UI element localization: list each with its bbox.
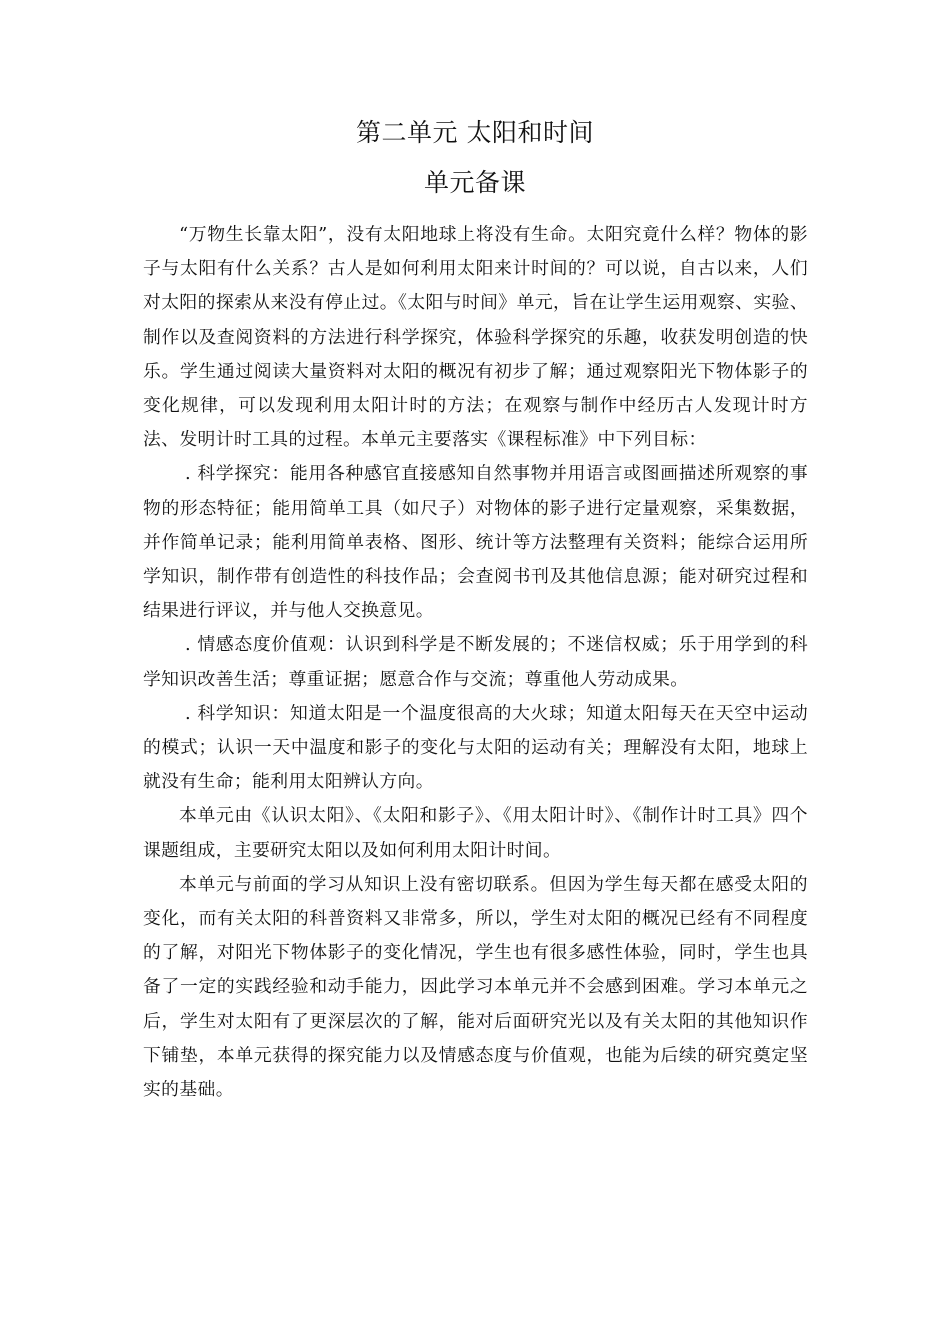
intro-paragraph: “万物生长靠太阳”，没有太阳地球上将没有生命。太阳究竟什么样？物体的影子与太阳有什么关系？古人是如何利用太阳来计时间的？可以说，自古以来，人们对太阳的探索从来没有停止过。《太阳与时间》单元，旨在让学生运用观察、实验、制作以及查阅资料的方法进行科学探究，体验科学探究的乐趣，收获发明创造的快乐。学生通过阅读大量资料对太阳的概况有初步了解；通过观察阳光下物体影子的变化规律，可以发现利用太阳计时的方法；在观察与制作中经历古人发现计时方法、发明计时工具的过程。本单元主要落实《课程标准》中下列目标： <box>143 224 808 451</box>
goal-bullet: . <box>185 634 192 656</box>
unit-title: 第二单元 太阳和时间 <box>356 118 594 147</box>
goal-item-attitude-values <box>143 628 808 696</box>
goal-item-science-knowledge <box>143 697 808 800</box>
unit-subtitle: 单元备课 <box>423 168 526 197</box>
goal-item-science-inquiry <box>143 457 808 628</box>
document-body <box>143 218 808 1107</box>
analysis-paragraph: 本单元与前面的学习从知识上没有密切联系。但因为学生每天都在感受太阳的变化，而有关太阳的科普资料又非常多，所以，学生对太阳的概况已经有不同程度的了解，对阳光下物体影子的变化情况，学生也有很多感性体验，同时，学生也具备了一定的实践经验和动手能力，因此学习本单元并不会感到困难。学习本单元之后，学生对太阳有了更深层次的了解，能对后面研究光以及有关太阳的其他知识作下铺垫，本单元获得的探究能力以及情感态度与价值观，也能为后续的研究奠定坚实的基础。 <box>143 873 808 1101</box>
goal-text: 情感态度价值观：认识到科学是不断发展的；不迷信权威；乐于用学到的科学知识改善生活；尊重证据；愿意合作与交流；尊重他人劳动成果。 <box>143 634 808 690</box>
composition-paragraph: 本单元由《认识太阳》、《太阳和影子》、《用太阳计时》、《制作计时工具》四个课题组成，主要研究太阳以及如何利用太阳计时间。 <box>143 805 808 861</box>
goal-text: 科学探究：能用各种感官直接感知自然事物并用语言或图画描述所观察的事物的形态特征；能用简单工具（如尺子）对物体的影子进行定量观察，采集数据，并作简单记录；能利用简单表格、图形、统计等方法整理有关资料；能综合运用所学知识，制作带有创造性的科技作品；会查阅书刊及其他信息源；能对研究过程和结果进行评议，并与他人交换意见。 <box>143 463 808 622</box>
goal-bullet: . <box>185 463 192 485</box>
goal-text: 科学知识：知道太阳是一个温度很高的大火球；知道太阳每天在天空中运动的模式；认识一天中温度和影子的变化与太阳的运动有关；理解没有太阳，地球上就没有生命；能利用太阳辨认方向。 <box>143 702 808 793</box>
goal-bullet: . <box>185 702 192 724</box>
